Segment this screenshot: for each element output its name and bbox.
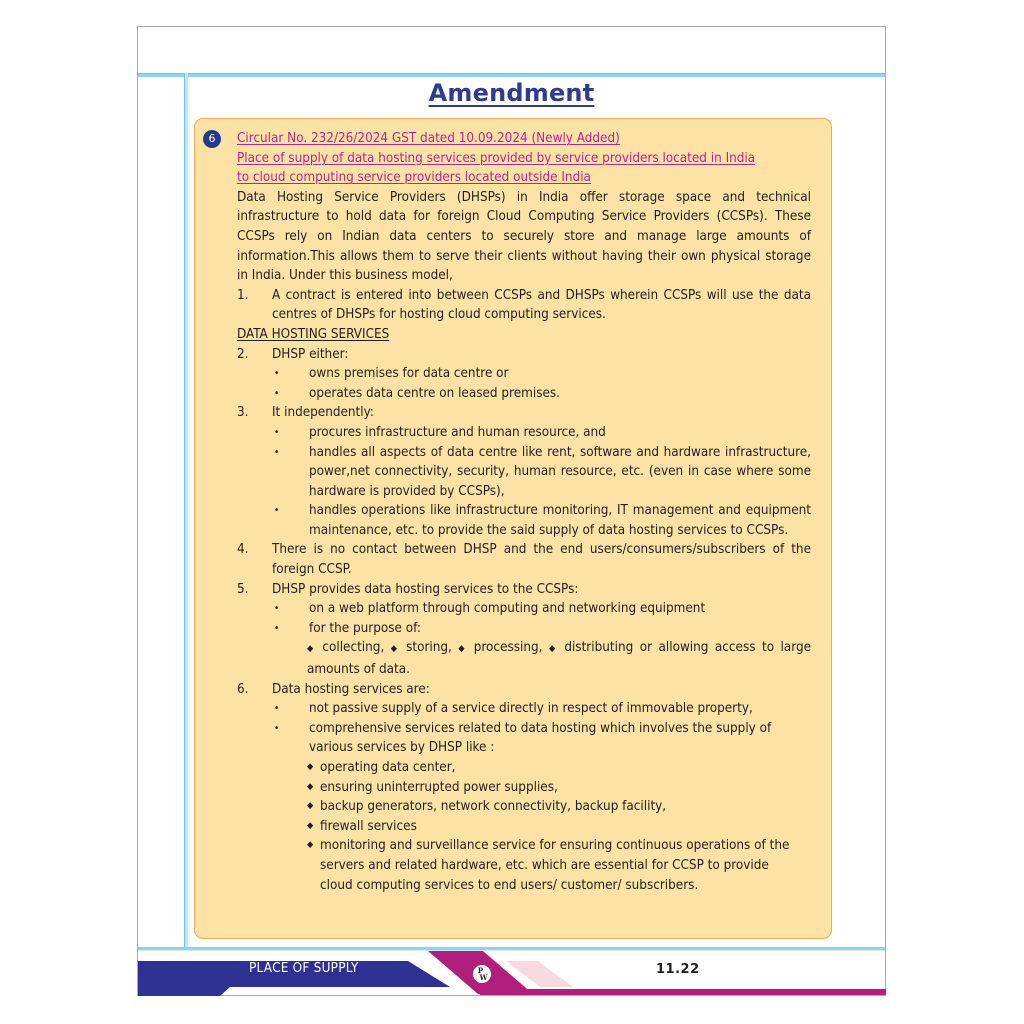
subject-link-line-1[interactable]: Place of supply of data hosting services provided by service providers located in India [237,150,756,166]
point-number: 4. [237,542,249,558]
service-item: ◆ operating data center, [237,758,811,778]
point-text: A contract is entered into between CCSPs and DHSPs wherein CCSPs will use the data centres of DHSPs for hosting cloud computing services. [272,287,811,323]
diamond-icon: ◆ [458,644,468,655]
top-rule [138,73,885,77]
list-item: • for the purpose of: [237,619,811,639]
diamond-icon: ◆ [307,644,316,655]
diamond-icon: ◆ [390,644,400,655]
bullet-icon: • [274,703,280,715]
point-number: 1. [237,287,249,303]
point-text: Data hosting services are: [272,681,430,697]
page-footer [138,951,885,996]
bullet-icon: • [274,446,280,458]
point-number: 6. [237,681,249,697]
document-page [137,26,886,996]
list-item: • not passive supply of a service directly in respect of immovable property, [237,699,811,719]
left-margin-rule [184,73,188,947]
point-4 [237,540,811,579]
amendment-content [237,129,811,895]
page-number: 11.22 [656,962,700,977]
diamond-icon: ◆ [307,840,314,851]
bullet-icon: • [274,426,280,438]
point-text: DHSP either: [272,346,349,362]
point-1 [237,286,811,325]
point-2 [237,345,811,365]
diamond-icon: ◆ [307,762,314,772]
list-item: • handles all aspects of data centre like rent, software and hardware infrastructure, power,net connectivity, security, human resource, etc. (even in case where some hardware is provided by CCSPs), [237,443,811,502]
item-number-badge: 6 [203,130,221,148]
point-6 [237,680,811,700]
purpose-list: ◆ collecting, ◆ storing, ◆ processing, ◆ distributing or allowing access to large amounts of data. [307,640,812,678]
list-item: • operates data centre on leased premises. [237,384,811,404]
bullet-icon: • [274,722,280,734]
diamond-icon: ◆ [307,820,314,831]
point-text: It independently: [272,405,374,421]
diamond-icon: ◆ [548,644,558,655]
bullet-icon: • [274,505,280,517]
bullet-icon: • [274,387,280,399]
point-text: There is no contact between DHSP and the end users/consumers/subscribers of the foreign CCSP. [272,542,811,578]
point-number: 2. [237,346,249,362]
list-item: • handles operations like infrastructure monitoring, IT management and equipment maintenance, etc. to provide the said supply of data hosting services to CCSPs. [237,501,811,540]
point-text: DHSP provides data hosting services to the CCSPs: [272,581,579,597]
point-3 [237,403,811,423]
point-number: 5. [237,581,249,597]
list-item: • owns premises for data centre or [237,364,811,384]
point-5 [237,580,811,600]
service-item: ◆ monitoring and surveillance service for ensuring continuous operations of the servers and related hardware, etc. which are essential for CCSP to provide cloud computing services to end users/ customer/ subscribers. [237,836,811,895]
bullet-icon: • [274,603,280,615]
section-heading: DATA HOSTING SERVICES [237,326,390,342]
list-item: • procures infrastructure and human resource, and [237,423,811,443]
amendment-box [194,118,832,939]
intro-paragraph: Data Hosting Service Providers (DHSPs) in India offer storage space and technical infrastructure to hold data for foreign Cloud Computing Service Providers (CCSPs). These CCSPs rely on Indian data centers to securely store and manage large amounts of information.This allows them to serve their clients without having their own physical storage in India. Under this business model, [237,189,811,284]
diamond-icon: ◆ [307,781,314,792]
list-item: • comprehensive services related to data hosting which involves the supply of various services by DHSP like : [237,719,811,758]
circular-title-link[interactable]: Circular No. 232/26/2024 GST dated 10.09.2024 (Newly Added) [237,131,620,146]
pw-logo-icon: P W [472,964,492,984]
service-item: ◆ firewall services [237,817,811,837]
bullet-icon: • [274,622,280,634]
bullet-icon: • [274,368,280,380]
chapter-label: PLACE OF SUPPLY [249,960,359,976]
service-item: ◆ ensuring uninterrupted power supplies, [237,778,811,798]
subject-link-line-2[interactable]: to cloud computing service providers located outside India [237,170,591,186]
diamond-icon: ◆ [307,801,314,812]
page-heading: Amendment [428,79,595,107]
list-item: • on a web platform through computing and networking equipment [237,599,811,619]
service-item: ◆ backup generators, network connectivity, backup facility, [237,797,811,817]
point-number: 3. [237,405,249,421]
